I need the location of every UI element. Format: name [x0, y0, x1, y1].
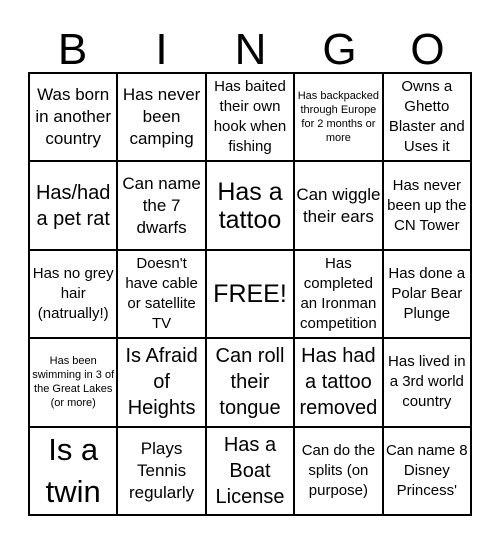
cell-text: Can roll their tongue	[215, 345, 285, 420]
bingo-header	[28, 25, 472, 74]
bingo-cell[interactable]	[29, 161, 117, 249]
cell-text: Has done a Polar Bear Plunge	[388, 264, 466, 322]
bingo-cell[interactable]	[294, 427, 382, 515]
bingo-cell[interactable]	[294, 250, 382, 338]
cell-text: Has never been camping	[122, 85, 201, 149]
bingo-cell[interactable]	[117, 427, 205, 515]
cell-text: Has a Boat License	[215, 433, 285, 508]
free-space[interactable]	[206, 250, 294, 338]
header-letter-i: I	[155, 25, 168, 74]
cell-text: Has lived in a 3rd world country	[388, 353, 466, 411]
cell-text: Can wiggle their ears	[296, 184, 381, 226]
cell-text: Has had a tattoo removed	[299, 345, 378, 420]
cell-text: Was born in another country	[35, 85, 111, 149]
bingo-cell[interactable]	[29, 250, 117, 338]
cell-text: Has been swimming in 3 of the Great Lakes (or more)	[32, 355, 115, 410]
bingo-cell[interactable]	[294, 73, 382, 161]
cell-text: Has/had a pet rat	[35, 181, 111, 230]
bingo-cell[interactable]	[294, 338, 382, 426]
bingo-cell[interactable]	[206, 427, 294, 515]
bingo-cell[interactable]	[383, 250, 471, 338]
bingo-cell[interactable]	[383, 161, 471, 249]
bingo-cell[interactable]	[206, 73, 294, 161]
cell-text: Can name 8 Disney Princess'	[385, 441, 468, 499]
bingo-grid	[28, 72, 472, 516]
bingo-cell[interactable]	[29, 73, 117, 161]
bingo-cell[interactable]	[206, 161, 294, 249]
cell-text: Has backpacked through Europe for 2 months or more	[297, 90, 380, 145]
bingo-cell[interactable]	[383, 427, 471, 515]
cell-text: FREE!	[213, 279, 287, 308]
cell-text: Is a twin	[45, 431, 101, 509]
bingo-cell[interactable]	[117, 161, 205, 249]
bingo-cell[interactable]	[294, 161, 382, 249]
header-letter-o: O	[410, 25, 445, 74]
bingo-cell[interactable]	[117, 338, 205, 426]
header-letter-g: G	[322, 25, 357, 74]
cell-text: Has baited their own hook when fishing	[213, 78, 287, 156]
cell-text: Has a tattoo	[217, 177, 283, 234]
cell-text: Plays Tennis regularly	[128, 438, 195, 502]
bingo-cell[interactable]	[383, 73, 471, 161]
bingo-cell[interactable]	[117, 73, 205, 161]
cell-text: Has never been up the CN Tower	[387, 176, 467, 234]
bingo-cell[interactable]	[29, 338, 117, 426]
cell-text: Can name the 7 dwarfs	[122, 173, 201, 237]
cell-text: Is Afraid of Heights	[125, 345, 198, 420]
bingo-cell[interactable]	[117, 250, 205, 338]
bingo-cell[interactable]	[383, 338, 471, 426]
cell-text: Has no grey hair (natrually!)	[32, 264, 114, 322]
header-letter-n: N	[234, 25, 267, 74]
cell-text: Can do the splits (on purpose)	[301, 441, 376, 499]
cell-text: Has completed an Ironman competition	[300, 254, 377, 332]
bingo-cell[interactable]	[206, 338, 294, 426]
header-letter-b: B	[57, 25, 88, 74]
bingo-cell[interactable]	[29, 427, 117, 515]
cell-text: Owns a Ghetto Blaster and Uses it	[388, 78, 465, 156]
cell-text: Doesn't have cable or satellite TV	[125, 254, 198, 332]
